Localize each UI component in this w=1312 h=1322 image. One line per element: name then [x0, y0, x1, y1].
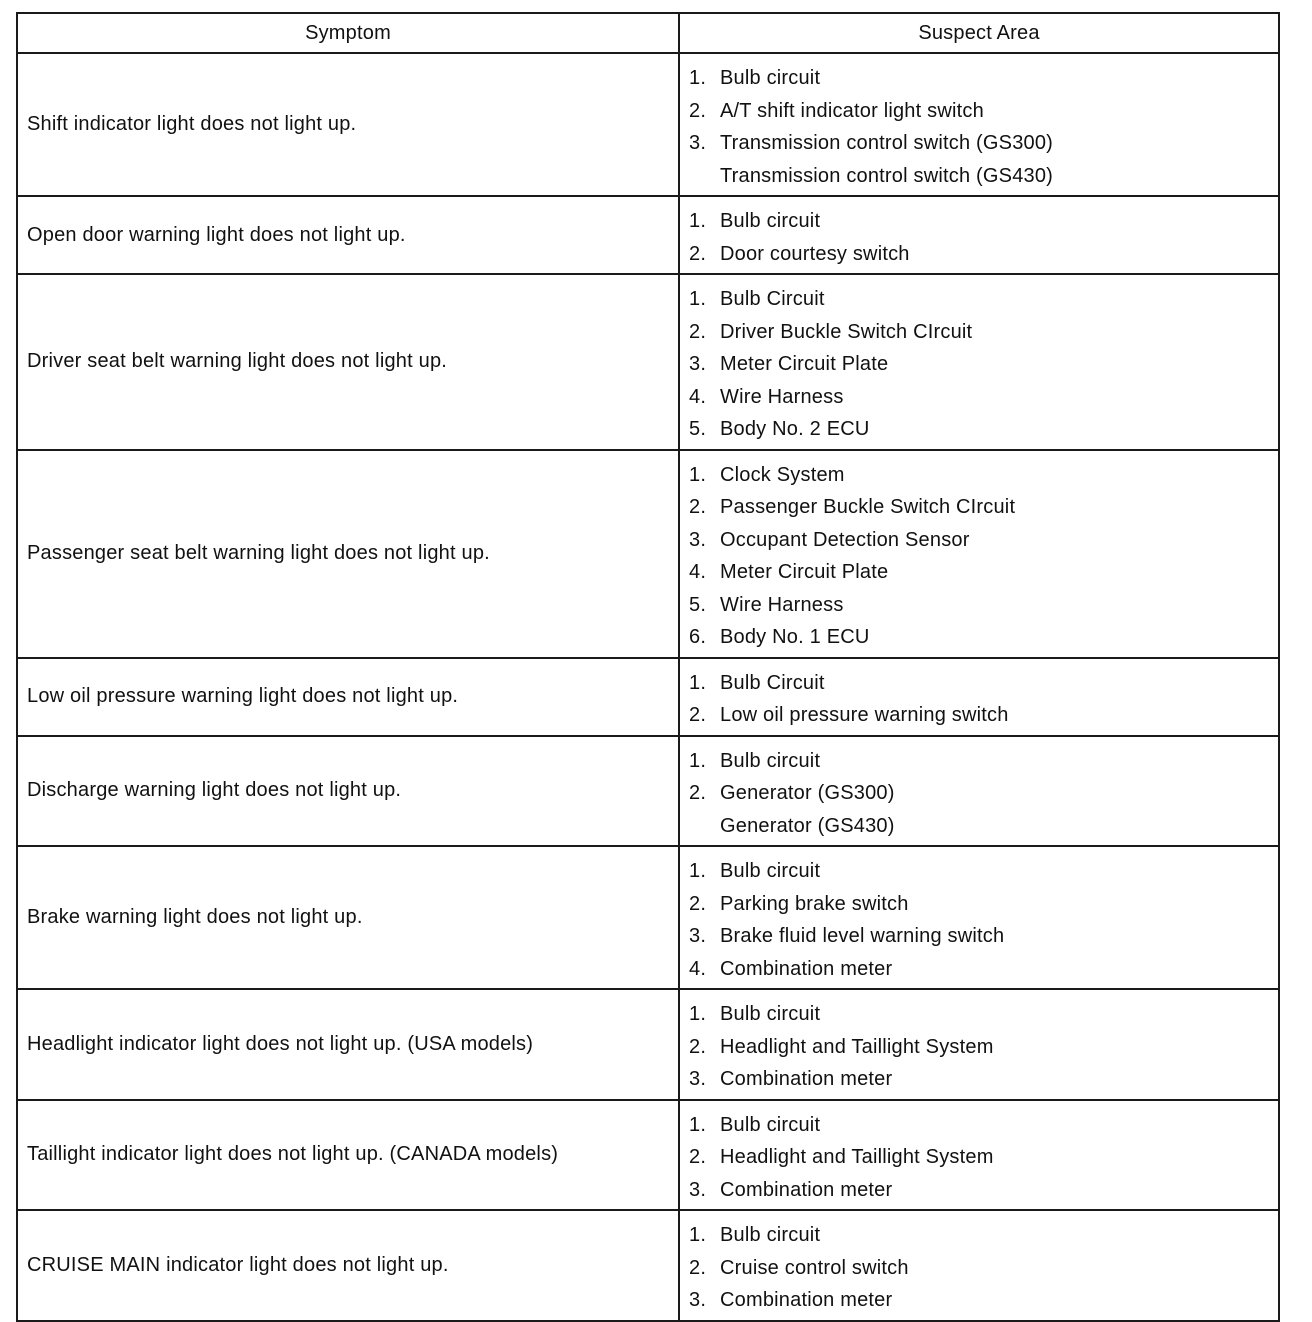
- item-text: A/T shift indicator light switch: [720, 99, 984, 122]
- list-item: [689, 920, 1278, 953]
- list-item: [689, 381, 1278, 414]
- list-item: [689, 1141, 1278, 1174]
- item-number: 2.: [689, 99, 707, 122]
- item-text: Bulb circuit: [720, 749, 821, 772]
- table-body: [17, 53, 1279, 1321]
- item-number: 1.: [689, 67, 707, 89]
- list-item: [689, 855, 1278, 888]
- list-item: [689, 1174, 1278, 1207]
- list-item: [689, 316, 1278, 349]
- suspect-area-list: [689, 62, 1278, 192]
- symptom-cell: Low oil pressure warning light does not light up.: [17, 658, 679, 736]
- item-number: 1.: [689, 671, 707, 694]
- table-header: [17, 13, 1279, 53]
- list-item: [689, 621, 1278, 654]
- suspect-area-cell: [679, 736, 1279, 847]
- suspect-area-list: [689, 745, 1278, 843]
- list-item: [689, 699, 1278, 732]
- item-text: Wire Harness: [720, 385, 844, 408]
- table-row: [17, 989, 1279, 1100]
- item-number: 1.: [689, 463, 707, 486]
- table-row: [17, 1100, 1279, 1211]
- item-number: 1.: [689, 1113, 707, 1136]
- suspect-area-cell: [679, 658, 1279, 736]
- item-number: 2.: [689, 892, 707, 915]
- list-item: [689, 283, 1278, 316]
- symptom-cell: Open door warning light does not light up.: [17, 196, 679, 274]
- list-item: [689, 62, 1278, 95]
- item-number: 2.: [689, 1146, 707, 1168]
- item-number: 2.: [689, 782, 707, 804]
- suspect-area-list: [689, 855, 1278, 985]
- item-number: 1.: [689, 749, 707, 772]
- list-item: [689, 1284, 1278, 1317]
- item-text: Driver Buckle Switch CIrcuit: [720, 320, 973, 343]
- item-text: Clock System: [720, 463, 845, 486]
- table-row: [17, 658, 1279, 736]
- header-row: [17, 13, 1279, 53]
- suspect-area-cell: [679, 989, 1279, 1100]
- list-item: [689, 1031, 1278, 1064]
- item-text: Headlight and Taillight System: [720, 1035, 994, 1058]
- item-text: Bulb circuit: [720, 210, 821, 232]
- item-text: Parking brake switch: [720, 892, 909, 915]
- suspect-area-list: [689, 1109, 1278, 1207]
- symptom-cell: Taillight indicator light does not light up. (CANADA models): [17, 1100, 679, 1211]
- item-text: Bulb Circuit: [720, 288, 825, 310]
- item-text: Meter Circuit Plate: [720, 353, 889, 375]
- list-item: [689, 1063, 1278, 1096]
- item-number: 3.: [689, 528, 707, 551]
- table-row: [17, 53, 1279, 196]
- item-number: 3.: [689, 925, 707, 947]
- problem-symptoms-table: [16, 12, 1280, 1322]
- list-item: [689, 127, 1278, 160]
- item-number: 1.: [689, 288, 707, 310]
- item-text: Body No. 1 ECU: [720, 626, 870, 648]
- item-number: [689, 160, 720, 193]
- item-number: 3.: [689, 1289, 707, 1311]
- symptom-cell: Shift indicator light does not light up.: [17, 53, 679, 196]
- item-number: 3.: [689, 1178, 707, 1201]
- item-number: 4.: [689, 957, 707, 980]
- list-item: [689, 348, 1278, 381]
- suspect-area-cell: [679, 1100, 1279, 1211]
- item-number: 1.: [689, 1224, 707, 1246]
- item-number: 5.: [689, 593, 707, 616]
- item-number: 2.: [689, 496, 707, 518]
- item-text: Brake fluid level warning switch: [720, 925, 1005, 947]
- item-text: Door courtesy switch: [720, 242, 910, 265]
- suspect-area-cell: [679, 846, 1279, 989]
- suspect-area-list: [689, 283, 1278, 446]
- list-item: [689, 1109, 1278, 1142]
- suspect-area-list: [689, 459, 1278, 654]
- list-item: [689, 205, 1278, 238]
- item-number: 4.: [689, 385, 707, 408]
- symptom-cell: CRUISE MAIN indicator light does not light up.: [17, 1210, 679, 1321]
- item-number: [689, 810, 720, 843]
- header-suspect-area: Suspect Area: [679, 13, 1279, 53]
- table-row: [17, 274, 1279, 450]
- suspect-area-cell: [679, 1210, 1279, 1321]
- item-text: Bulb circuit: [720, 67, 821, 89]
- item-text: Cruise control switch: [720, 1256, 909, 1279]
- item-text: Combination meter: [720, 1178, 893, 1201]
- item-text: Passenger Buckle Switch CIrcuit: [720, 496, 1016, 518]
- suspect-area-cell: [679, 53, 1279, 196]
- suspect-area-list: [689, 667, 1278, 732]
- list-item: [689, 95, 1278, 128]
- suspect-area-list: [689, 205, 1278, 270]
- item-text: Bulb Circuit: [720, 671, 825, 694]
- item-text: Wire Harness: [720, 593, 844, 616]
- list-item: [689, 888, 1278, 921]
- list-item: [689, 491, 1278, 524]
- header-symptom: Symptom: [17, 13, 679, 53]
- item-text: Headlight and Taillight System: [720, 1146, 994, 1168]
- suspect-area-cell: [679, 196, 1279, 274]
- item-text: Transmission control switch (GS430): [720, 164, 1054, 187]
- document-page: [16, 12, 1278, 1322]
- suspect-area-list: [689, 998, 1278, 1096]
- symptom-cell: Brake warning light does not light up.: [17, 846, 679, 989]
- item-text: Meter Circuit Plate: [720, 561, 889, 583]
- symptom-cell: Headlight indicator light does not light up. (USA models): [17, 989, 679, 1100]
- item-number: 3.: [689, 353, 707, 375]
- item-text: Bulb circuit: [720, 1003, 821, 1025]
- table-row: [17, 1210, 1279, 1321]
- item-number: 1.: [689, 860, 707, 882]
- table-row: [17, 450, 1279, 658]
- suspect-area-list: [689, 1219, 1278, 1317]
- list-item: [689, 160, 1278, 193]
- table-row: [17, 736, 1279, 847]
- item-number: 1.: [689, 1003, 707, 1025]
- suspect-area-cell: [679, 450, 1279, 658]
- item-text: Low oil pressure warning switch: [720, 704, 1009, 726]
- list-item: [689, 777, 1278, 810]
- list-item: [689, 524, 1278, 557]
- item-text: Transmission control switch (GS300): [720, 132, 1054, 154]
- list-item: [689, 1219, 1278, 1252]
- list-item: [689, 556, 1278, 589]
- list-item: [689, 745, 1278, 778]
- item-number: 2.: [689, 242, 707, 265]
- symptom-cell: Driver seat belt warning light does not light up.: [17, 274, 679, 450]
- item-text: Combination meter: [720, 957, 893, 980]
- item-text: Occupant Detection Sensor: [720, 528, 970, 551]
- list-item: [689, 589, 1278, 622]
- item-number: 2.: [689, 704, 707, 726]
- item-text: Body No. 2 ECU: [720, 418, 870, 440]
- item-number: 2.: [689, 1256, 707, 1279]
- item-text: Combination meter: [720, 1289, 893, 1311]
- item-text: Bulb circuit: [720, 1113, 821, 1136]
- table-row: [17, 846, 1279, 989]
- symptom-cell: Passenger seat belt warning light does not light up.: [17, 450, 679, 658]
- list-item: [689, 667, 1278, 700]
- suspect-area-cell: [679, 274, 1279, 450]
- item-number: 6.: [689, 626, 707, 648]
- symptom-cell: Discharge warning light does not light up.: [17, 736, 679, 847]
- list-item: [689, 810, 1278, 843]
- item-number: 4.: [689, 561, 707, 583]
- list-item: [689, 238, 1278, 271]
- item-number: 2.: [689, 320, 707, 343]
- list-item: [689, 998, 1278, 1031]
- list-item: [689, 459, 1278, 492]
- item-number: 2.: [689, 1035, 707, 1058]
- item-number: 1.: [689, 210, 707, 232]
- list-item: [689, 413, 1278, 446]
- item-text: Bulb circuit: [720, 860, 821, 882]
- table-row: [17, 196, 1279, 274]
- list-item: [689, 953, 1278, 986]
- item-text: Generator (GS300): [720, 782, 895, 804]
- item-text: Bulb circuit: [720, 1224, 821, 1246]
- item-text: Generator (GS430): [720, 814, 895, 837]
- item-number: 3.: [689, 1068, 707, 1090]
- item-text: Combination meter: [720, 1068, 893, 1090]
- item-number: 5.: [689, 418, 707, 440]
- list-item: [689, 1252, 1278, 1285]
- item-number: 3.: [689, 132, 707, 154]
